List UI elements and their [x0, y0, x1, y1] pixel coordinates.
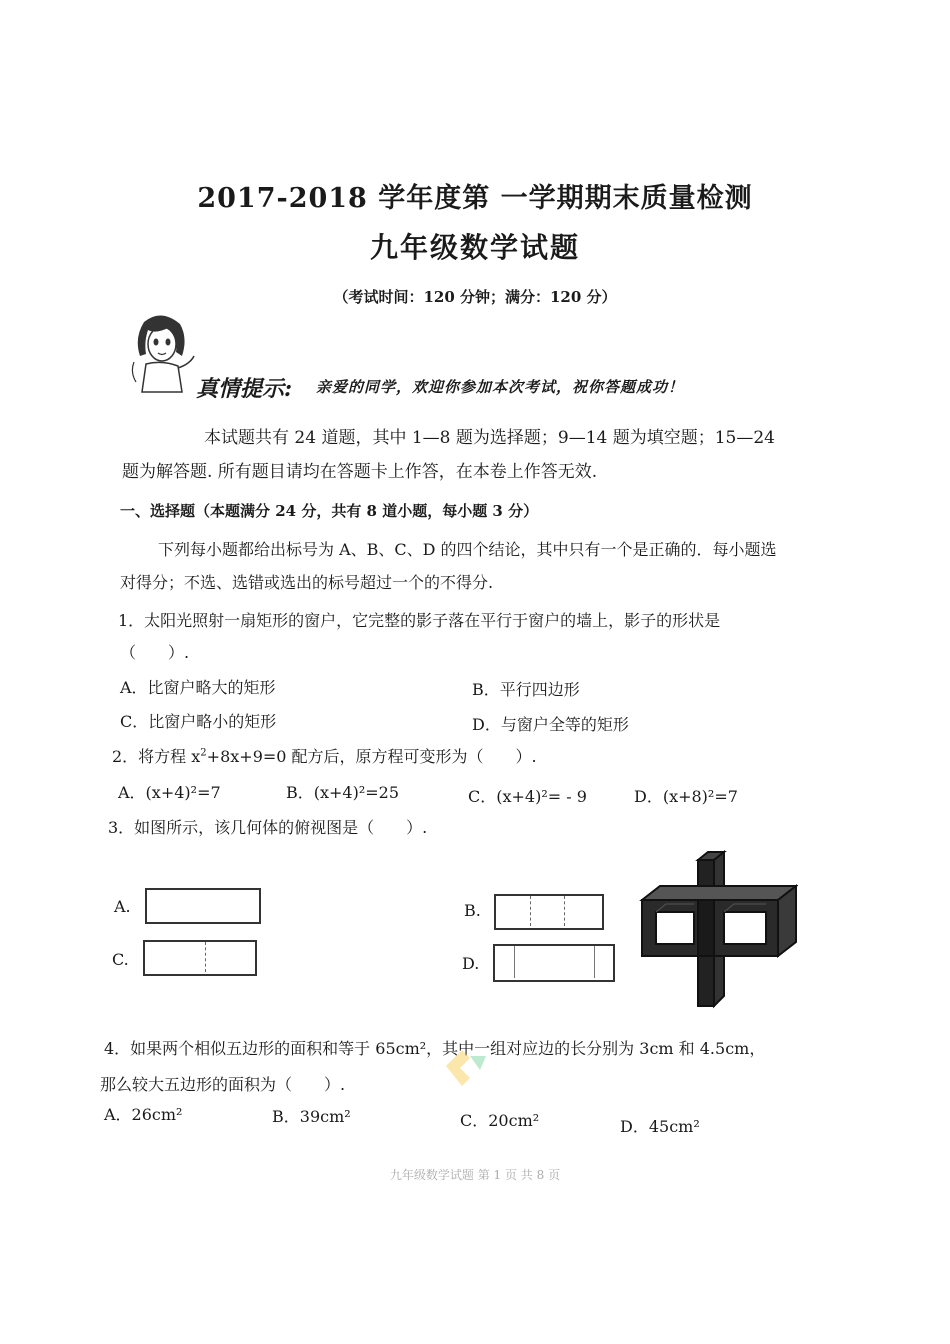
section-instruction-2: 对得分；不选、选错或选出的标号超过一个的不得分.: [120, 573, 494, 592]
section-heading: 一、选择题（本题满分 24 分，共有 8 道小题，每小题 3 分）: [120, 502, 539, 520]
watermark-logo: [440, 1036, 520, 1096]
q3-option-d-shape: [493, 944, 615, 982]
q1-option-d: D．与窗户全等的矩形: [472, 715, 629, 734]
tip-label: 真情提示:: [196, 376, 293, 402]
q3-option-b-shape: [494, 894, 604, 930]
q3-option-c-hidden-line: [205, 942, 206, 972]
q2-stem: [112, 744, 537, 767]
q3-option-a-label: A.: [114, 897, 131, 916]
exam-title: 2017-2018 学年度第 一学期期末质量检测: [197, 183, 753, 214]
q3-option-b-label: B.: [464, 901, 481, 920]
q4-option-d: D．45cm²: [620, 1117, 700, 1136]
q3-option-d-label: D.: [462, 954, 480, 973]
q3-option-c-label: C.: [112, 950, 129, 969]
q4-option-c: C．20cm²: [460, 1111, 540, 1130]
q1-option-c: C．比窗户略小的矩形: [120, 712, 277, 731]
q1-option-a: A．比窗户略大的矩形: [120, 678, 276, 697]
q4-stem-line-2: 那么较大五边形的面积为（ ）.: [100, 1075, 346, 1094]
q3-option-a-shape: [145, 888, 261, 924]
q1-option-b: B．平行四边形: [472, 680, 580, 699]
q2-option-c: C．(x+4)²= - 9: [468, 787, 587, 806]
q3-solid-figure: [638, 850, 798, 1010]
q2-stem-sup: 2: [200, 747, 207, 759]
section-instruction-1: 下列每小题都给出标号为 A、B、C、D 的四个结论，其中只有一个是正确的．每小题选: [158, 540, 777, 559]
intro-line-2: 题为解答题. 所有题目请均在答题卡上作答，在本卷上作答无效.: [122, 462, 598, 482]
q3-option-c-shape: [143, 940, 257, 976]
q2-option-b: B．(x+4)²=25: [286, 783, 400, 802]
q1-stem-line-1: 1．太阳光照射一扇矩形的窗户，它完整的影子落在平行于窗户的墙上，影子的形状是: [118, 611, 721, 630]
q3-stem: 3．如图所示，该几何体的俯视图是（ ）.: [108, 818, 428, 837]
q2-option-d: D．(x+8)²=7: [634, 787, 738, 806]
exam-subtitle: 九年级数学试题: [369, 231, 580, 264]
q3-option-b-hidden-line-2: [564, 896, 565, 926]
tip-text: 亲爱的同学，欢迎你参加本次考试，祝你答题成功！: [316, 378, 685, 396]
q4-option-a: A．26cm²: [104, 1105, 183, 1124]
q3-option-d-line-1: [514, 946, 515, 978]
page-footer: 九年级数学试题 第 1 页 共 8 页: [389, 1168, 561, 1182]
exam-note: （考试时间：120 分钟；满分：120 分）: [333, 288, 617, 306]
q3-option-b-hidden-line-1: [530, 896, 531, 926]
q4-option-b: B．39cm²: [272, 1107, 351, 1126]
q1-stem-line-2: （ ）.: [120, 643, 190, 662]
q2-stem-post: +8x+9=0 配方后，原方程可变形为（ ）.: [206, 747, 537, 766]
q2-stem-pre: 2．将方程 x: [112, 747, 201, 766]
intro-line-1: 本试题共有 24 道题，其中 1—8 题为选择题；9—14 题为填空题；15—24: [204, 428, 775, 448]
q2-option-a: A．(x+4)²=7: [118, 783, 221, 802]
q4-stem-line-1: 4．如果两个相似五边形的面积和等于 65cm²，其中一组对应边的长分别为 3cm 和 4.5cm，: [104, 1039, 766, 1058]
q3-option-d-line-2: [594, 946, 595, 978]
cartoon-girl-illustration: [126, 312, 196, 396]
